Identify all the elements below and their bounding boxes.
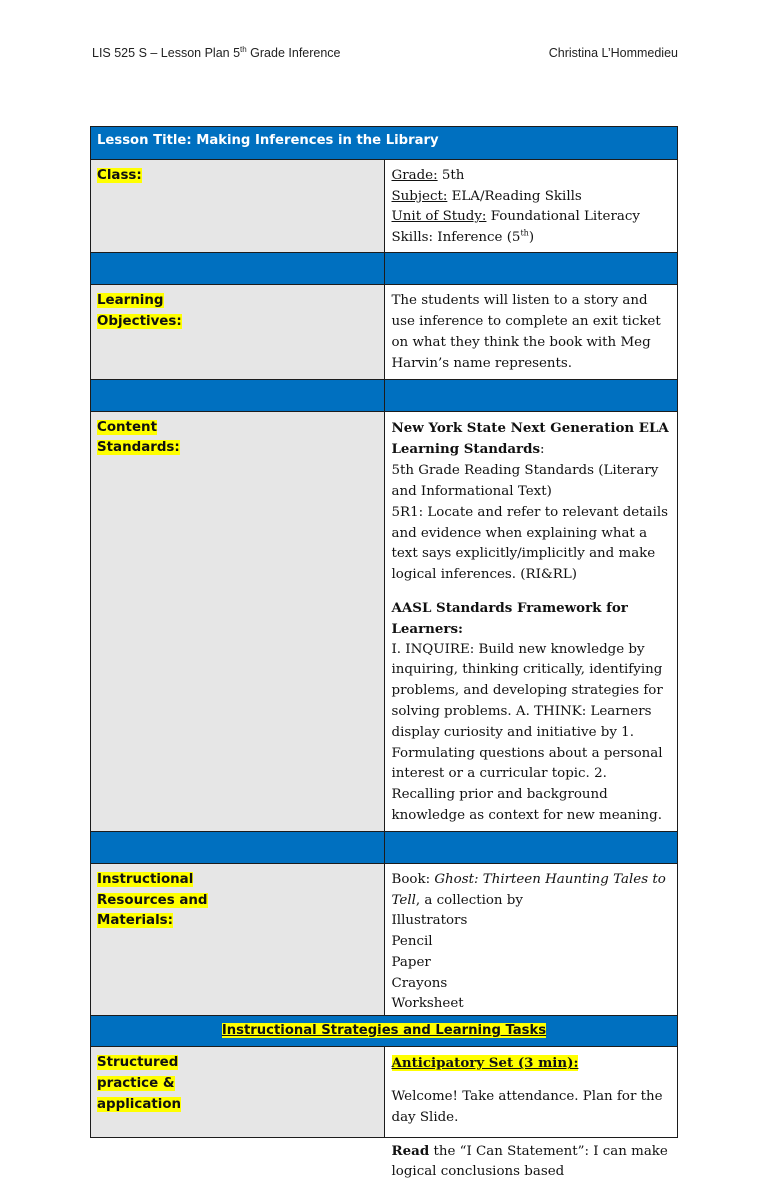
objectives-label: Learning xyxy=(97,293,164,309)
anticipatory-heading: Anticipatory Set (3 min): xyxy=(391,1055,579,1072)
lesson-title-row xyxy=(91,127,678,160)
practice-label: Structured xyxy=(97,1055,179,1071)
lesson-title: Lesson Title: Making Inferences in the Library xyxy=(91,127,678,160)
resources-label-cell: Instructional Resources and Materials: xyxy=(91,863,385,1016)
material-item: Paper xyxy=(391,954,431,970)
lesson-plan-table xyxy=(90,126,678,1180)
resources-value-cell xyxy=(384,863,678,1016)
aasl-text: I. INQUIRE: Build new knowledge by inquiring, thinking critically, identifying problems, and developing strategies for solving problems. A. THINK: Learners display curiosity and initiative by 1. Formulating questions about a personal interest or a curricular topic. 2. Recalling prior and background knowledge as context for new meaning. xyxy=(391,641,663,823)
resources-row xyxy=(91,863,678,1016)
page-header-left: LIS 525 S – Lesson Plan 5th Grade Inference xyxy=(92,44,341,60)
resources-label: Instructional xyxy=(97,871,194,887)
objectives-label-cell: Learning Objectives: xyxy=(91,285,385,379)
practice-label-cell: Structured practice & application xyxy=(91,1047,385,1138)
class-label: Class: xyxy=(97,168,142,183)
material-item: Illustrators xyxy=(391,913,468,929)
standards-row xyxy=(91,411,678,831)
objectives-row xyxy=(91,285,678,379)
book-line: Book: Ghost: Thirteen Haunting Tales to Tell, a collection by xyxy=(391,871,666,908)
strategies-heading-row xyxy=(91,1016,678,1047)
read-line: Read the “I Can Statement”: I can make logical conclusions based xyxy=(391,1142,668,1180)
objectives-text: The students will listen to a story and use inference to complete an exit ticket on what they think the book with Meg Harvin’s name represents. xyxy=(384,285,678,379)
practice-row xyxy=(91,1047,678,1138)
nys-line-1: 5th Grade Reading Standards (Literary and Informational Text) xyxy=(391,463,659,499)
blue-divider-row xyxy=(91,831,678,863)
material-item: Crayons xyxy=(391,975,448,991)
standards-label-cell: Content Standards: xyxy=(91,411,385,831)
class-label-cell xyxy=(91,160,385,253)
material-item: Pencil xyxy=(391,934,433,950)
subject-line: Subject: ELA/Reading Skills xyxy=(391,188,582,204)
page-header-right: Christina L’Hommedieu xyxy=(548,46,678,60)
strategies-heading: Instructional Strategies and Learning Tasks xyxy=(221,1022,547,1038)
grade-line: Grade: 5th xyxy=(391,168,465,183)
welcome-text: Welcome! Take attendance. Plan for the day Slide. xyxy=(391,1089,663,1125)
nys-line-2: 5R1: Locate and refer to relevant details and evidence when explaining what a text says explicitly/implicitly and make logical inferences. (RI&RL) xyxy=(391,504,669,583)
blue-divider-row xyxy=(91,253,678,285)
standards-value-cell xyxy=(384,411,678,831)
blue-divider-row xyxy=(91,379,678,411)
nys-heading: New York State Next Generation ELA Learning Standards: xyxy=(391,419,669,458)
material-item: Worksheet xyxy=(391,996,464,1012)
class-row xyxy=(91,160,678,253)
unit-line: Unit of Study: Foundational Literacy Skills: Inference (5th) xyxy=(391,209,640,245)
class-value-cell xyxy=(384,160,678,253)
standards-label: Content xyxy=(97,419,157,435)
aasl-heading: AASL Standards Framework for Learners: xyxy=(391,599,628,637)
practice-value-cell xyxy=(384,1047,678,1180)
